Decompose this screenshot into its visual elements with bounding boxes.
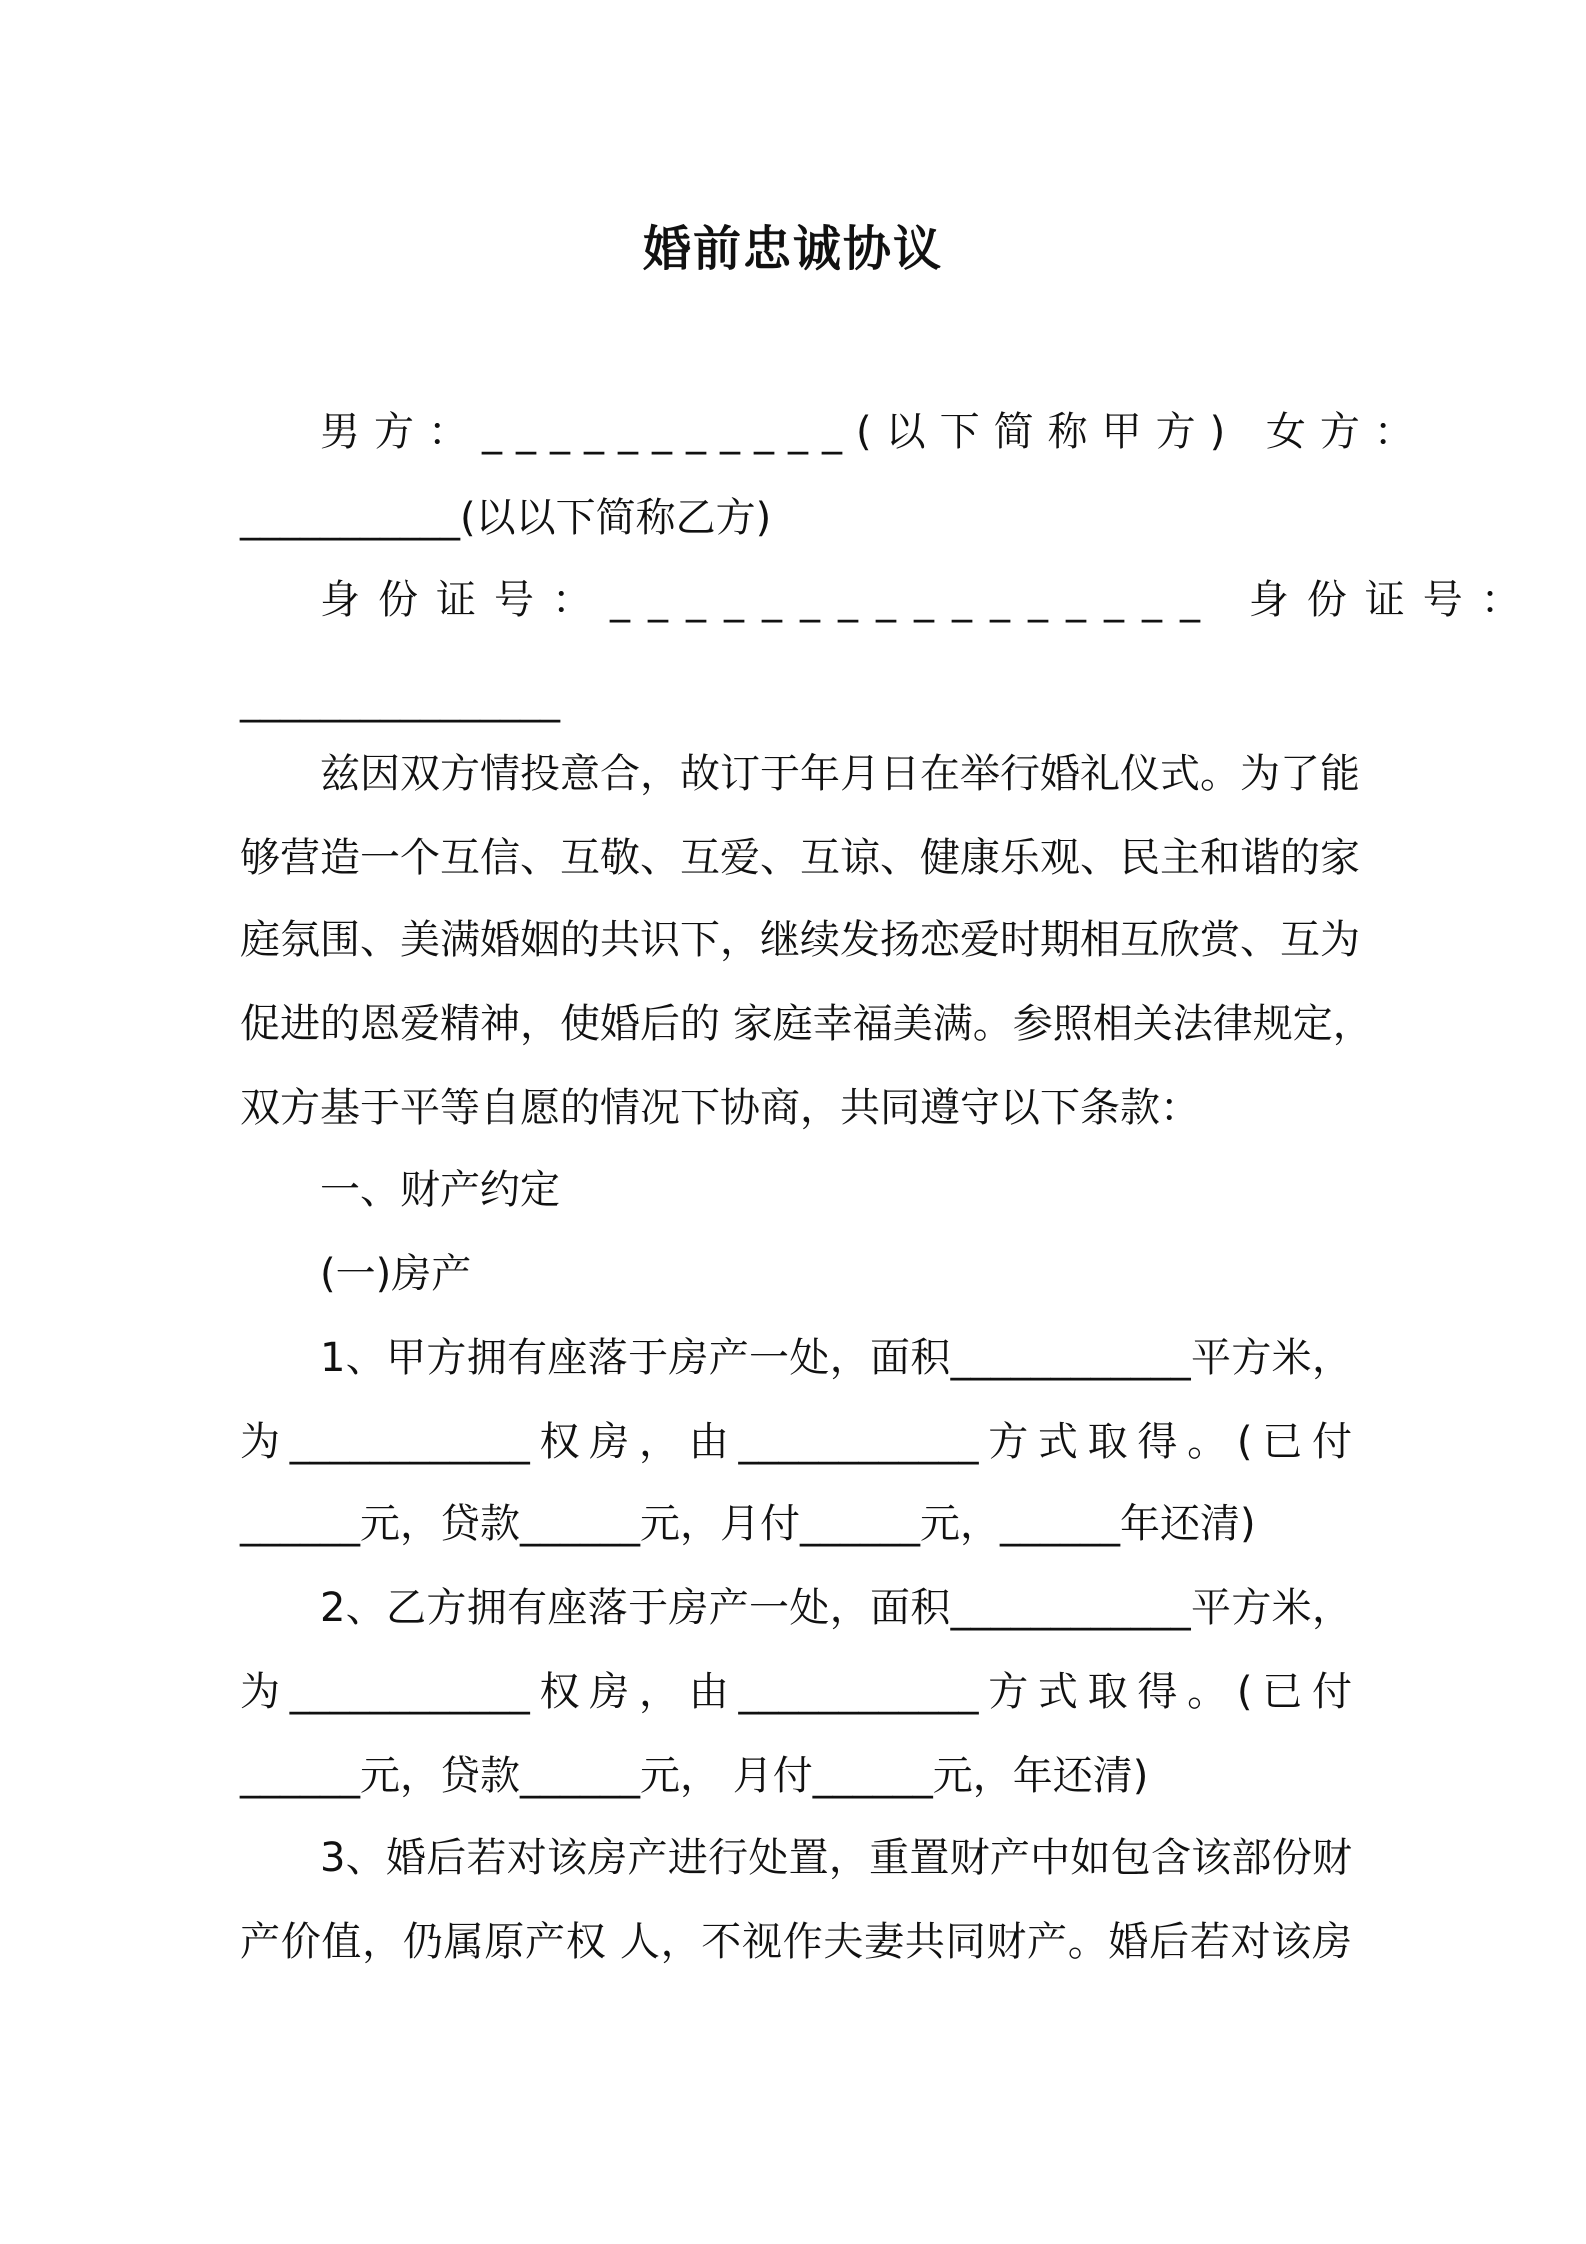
clause-1-line-3: ______元，贷款______元，月付______元，______年还清) bbox=[240, 1501, 1256, 1547]
clause-2-line-1: 2、乙方拥有座落于房产一处，面积____________平方米， bbox=[320, 1585, 1352, 1631]
clause-3-line-1: 3、婚后若对该房产进行处置，重置财产中如包含该部份财 bbox=[320, 1835, 1352, 1881]
clause-1-line-2: 为____________权房，由____________方式取得。(已付 bbox=[240, 1419, 1352, 1465]
party-female-line: ___________(以以下简称乙方) bbox=[240, 495, 772, 541]
clause-1-line-1: 1、甲方拥有座落于房产一处，面积____________平方米， bbox=[320, 1335, 1352, 1381]
subsection-heading: (一)房产 bbox=[320, 1251, 472, 1297]
preamble-line-4: 促进的恩爱精神，使婚后的 家庭幸福美满。参照相关法律规定， bbox=[240, 1001, 1373, 1047]
preamble-line-5: 双方基于平等自愿的情况下协商，共同遵守以下条款： bbox=[240, 1085, 1200, 1131]
preamble-line-2: 够营造一个互信、互敬、互爱、互谅、健康乐观、民主和谐的家 bbox=[240, 835, 1360, 881]
section-heading: 一、财产约定 bbox=[320, 1167, 560, 1213]
document-title: 婚前忠诚协议 bbox=[642, 221, 943, 277]
clause-2-line-3: ______元，贷款______元， 月付______元，年还清) bbox=[240, 1753, 1149, 1799]
preamble-line-3: 庭氛围、美满婚姻的共识下，继续发扬恋爱时期相互欣赏、互为 bbox=[240, 917, 1360, 963]
clause-2-line-2: 为____________权房，由____________方式取得。(已付 bbox=[240, 1669, 1352, 1715]
clause-3-line-2: 产价值，仍属原产权 人，不视作夫妻共同财产。婚后若对该房 bbox=[240, 1919, 1352, 1965]
id-number-blank-line: ________________ bbox=[240, 677, 560, 723]
id-number-line: 身份证号：________________ 身份证号： bbox=[320, 577, 1539, 623]
preamble-line-1: 兹因双方情投意合，故订于年月日在举行婚礼仪式。为了能 bbox=[320, 751, 1360, 797]
party-male-line: 男方：___________(以下简称甲方) 女方： bbox=[320, 409, 1428, 455]
